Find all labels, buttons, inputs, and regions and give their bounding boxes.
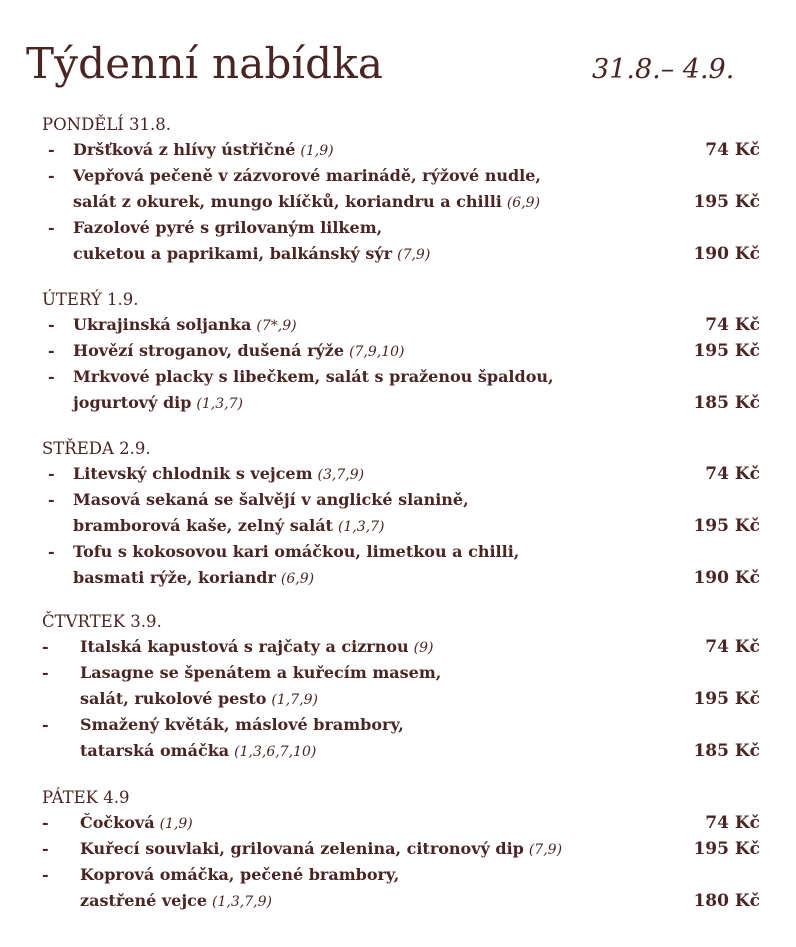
day-section bbox=[42, 785, 772, 914]
day-heading: PÁTEK 4.9 bbox=[42, 788, 130, 807]
item-allergens: (7,9,10) bbox=[349, 344, 405, 360]
item-name-line bbox=[73, 137, 673, 163]
item-name: Kuřecí souvlaki, grilovaná zelenina, citronový dip bbox=[80, 839, 524, 858]
item-allergens: (3,7,9) bbox=[317, 467, 365, 483]
item-price: 74 Kč bbox=[705, 140, 760, 160]
item-allergens: (6,9) bbox=[280, 571, 315, 587]
menu-item bbox=[42, 712, 772, 764]
item-allergens: (7,9) bbox=[397, 247, 431, 263]
item-bullet: - bbox=[42, 813, 49, 832]
item-price: 74 Kč bbox=[705, 813, 760, 833]
menu-item bbox=[42, 312, 772, 338]
item-name-line bbox=[80, 738, 680, 764]
item-allergens: (7,9) bbox=[528, 842, 563, 858]
item-bullet: - bbox=[48, 490, 55, 509]
item-name: Italská kapustová s rajčaty a cizrnou bbox=[80, 637, 409, 656]
item-name-line bbox=[80, 888, 680, 914]
item-price: 185 Kč bbox=[693, 741, 760, 761]
item-bullet: - bbox=[48, 341, 55, 360]
item-name: tatarská omáčka bbox=[80, 741, 230, 760]
item-name: Fazolové pyré s grilovaným lilkem, bbox=[73, 218, 383, 237]
item-price: 195 Kč bbox=[693, 689, 760, 709]
menu-item bbox=[42, 862, 772, 914]
menu-item bbox=[42, 539, 772, 591]
item-name-line bbox=[80, 810, 680, 836]
menu-item bbox=[42, 163, 772, 215]
item-allergens: (1,9) bbox=[159, 816, 193, 832]
item-name: Čočková bbox=[80, 813, 155, 832]
day-section bbox=[42, 609, 772, 764]
menu-item bbox=[42, 137, 772, 163]
day-heading: STŘEDA 2.9. bbox=[42, 439, 151, 458]
item-name: Tofu s kokosovou kari omáčkou, limetkou a chilli, bbox=[73, 542, 520, 561]
item-name: Masová sekaná se šalvějí v anglické slanině, bbox=[73, 490, 469, 509]
item-allergens: (1,3,6,7,10) bbox=[234, 744, 317, 760]
item-name-line bbox=[73, 215, 673, 241]
item-name: salát z okurek, mungo klíčků, koriandru a chilli bbox=[73, 192, 502, 211]
item-allergens: (1,3,7,9) bbox=[212, 894, 272, 910]
item-price: 74 Kč bbox=[705, 464, 760, 484]
item-price: 180 Kč bbox=[693, 891, 760, 911]
item-name-line bbox=[80, 686, 680, 712]
item-bullet: - bbox=[48, 166, 55, 185]
day-heading: ÚTERÝ 1.9. bbox=[42, 290, 139, 309]
day-section bbox=[42, 436, 772, 591]
item-allergens: (9) bbox=[413, 640, 434, 656]
item-name-line bbox=[73, 390, 673, 416]
menu-item bbox=[42, 487, 772, 539]
day-heading: PONDĚLÍ 31.8. bbox=[42, 115, 172, 134]
item-name: Ukrajinská soljanka bbox=[73, 315, 252, 334]
item-allergens: (1,3,7) bbox=[337, 519, 385, 535]
item-allergens: (6,9) bbox=[506, 195, 541, 211]
item-name-line bbox=[80, 634, 680, 660]
menu-item bbox=[42, 810, 772, 836]
item-bullet: - bbox=[42, 715, 49, 734]
item-price: 195 Kč bbox=[693, 192, 760, 212]
item-price: 195 Kč bbox=[693, 839, 760, 859]
item-name-line bbox=[73, 539, 673, 565]
item-name: cuketou a paprikami, balkánský sýr bbox=[73, 244, 393, 263]
item-price: 74 Kč bbox=[705, 315, 760, 335]
item-name: Koprová omáčka, pečené brambory, bbox=[80, 865, 400, 884]
item-bullet: - bbox=[48, 464, 55, 483]
page-title: Týdenní nabídka bbox=[26, 39, 384, 88]
item-name: Mrkvové placky s libečkem, salát s praženou špaldou, bbox=[73, 367, 554, 386]
item-name-line bbox=[73, 513, 673, 539]
item-name: basmati rýže, koriandr bbox=[73, 568, 276, 587]
menu-item bbox=[42, 338, 772, 364]
item-bullet: - bbox=[48, 367, 55, 386]
item-bullet: - bbox=[48, 218, 55, 237]
item-name: Dršťková z hlívy ústřičné bbox=[73, 140, 296, 159]
item-bullet: - bbox=[42, 663, 49, 682]
item-bullet: - bbox=[42, 839, 49, 858]
item-price: 195 Kč bbox=[693, 341, 760, 361]
item-bullet: - bbox=[42, 865, 49, 884]
menu-item bbox=[42, 634, 772, 660]
item-bullet: - bbox=[42, 637, 49, 656]
item-price: 190 Kč bbox=[693, 244, 760, 264]
item-name: salát, rukolové pesto bbox=[80, 689, 267, 708]
item-name-line bbox=[80, 712, 680, 738]
item-name: zastřené vejce bbox=[80, 891, 208, 910]
item-name: Lasagne se špenátem a kuřecím masem, bbox=[80, 663, 442, 682]
menu-item bbox=[42, 660, 772, 712]
item-name-line bbox=[73, 487, 673, 513]
day-heading: ČTVRTEK 3.9. bbox=[42, 612, 162, 631]
day-section bbox=[42, 287, 772, 416]
item-name: bramborová kaše, zelný salát bbox=[73, 516, 333, 535]
item-bullet: - bbox=[48, 140, 55, 159]
item-name-line bbox=[80, 660, 680, 686]
day-section bbox=[42, 112, 772, 267]
item-name-line bbox=[80, 836, 680, 862]
item-bullet: - bbox=[48, 315, 55, 334]
item-price: 185 Kč bbox=[693, 393, 760, 413]
item-name: Smažený květák, máslové brambory, bbox=[80, 715, 404, 734]
item-name: Litevský chlodnik s vejcem bbox=[73, 464, 313, 483]
item-name-line bbox=[73, 312, 673, 338]
item-name: Hovězí stroganov, dušená rýže bbox=[73, 341, 345, 360]
item-name-line bbox=[73, 461, 673, 487]
item-name-line bbox=[73, 189, 673, 215]
item-price: 195 Kč bbox=[693, 516, 760, 536]
menu-item bbox=[42, 215, 772, 267]
item-name-line bbox=[73, 163, 673, 189]
item-name-line bbox=[73, 338, 673, 364]
menu-item bbox=[42, 461, 772, 487]
item-allergens: (7*,9) bbox=[256, 318, 297, 334]
item-name-line bbox=[80, 862, 680, 888]
item-bullet: - bbox=[48, 542, 55, 561]
item-price: 74 Kč bbox=[705, 637, 760, 657]
item-name: jogurtový dip bbox=[73, 393, 192, 412]
item-allergens: (1,3,7) bbox=[196, 396, 243, 412]
menu-item bbox=[42, 364, 772, 416]
item-name-line bbox=[73, 565, 673, 591]
item-name-line bbox=[73, 364, 673, 390]
item-name: Vepřová pečeně v zázvorové marinádě, rýžové nudle, bbox=[73, 166, 541, 185]
item-allergens: (1,7,9) bbox=[271, 692, 318, 708]
menu-item bbox=[42, 836, 772, 862]
item-allergens: (1,9) bbox=[300, 143, 334, 159]
date-range: 31.8.– 4.9. bbox=[592, 54, 735, 85]
item-name-line bbox=[73, 241, 673, 267]
item-price: 190 Kč bbox=[693, 568, 760, 588]
